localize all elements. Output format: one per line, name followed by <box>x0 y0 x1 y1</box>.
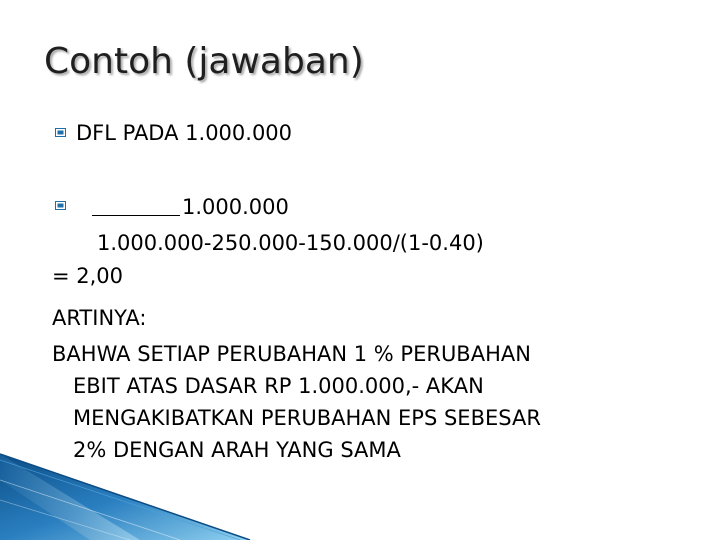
formula-result: = 2,00 <box>52 264 124 288</box>
meaning-line-4: 2% DENGAN ARAH YANG SAMA <box>73 438 401 462</box>
corner-decoration <box>0 440 260 540</box>
meaning-line-1: BAHWA SETIAP PERUBAHAN 1 % PERUBAHAN <box>52 342 531 366</box>
square-bullet-icon <box>55 201 66 210</box>
formula-denominator: 1.000.000-250.000-150.000/(1-0.40) <box>97 231 484 255</box>
artinya-label: ARTINYA: <box>52 306 147 330</box>
square-bullet-icon <box>55 128 66 137</box>
dfl-statement: DFL PADA 1.000.000 <box>76 121 293 145</box>
slide-title: Contoh (jawaban) <box>44 41 364 82</box>
meaning-line-3: MENGAKIBATKAN PERUBAHAN EPS SEBESAR <box>73 406 541 430</box>
formula-numerator <box>92 193 289 221</box>
fraction-underline <box>92 214 180 216</box>
meaning-line-2: EBIT ATAS DASAR RP 1.000.000,- AKAN <box>73 374 484 398</box>
numerator-value: 1.000.000 <box>182 195 289 219</box>
